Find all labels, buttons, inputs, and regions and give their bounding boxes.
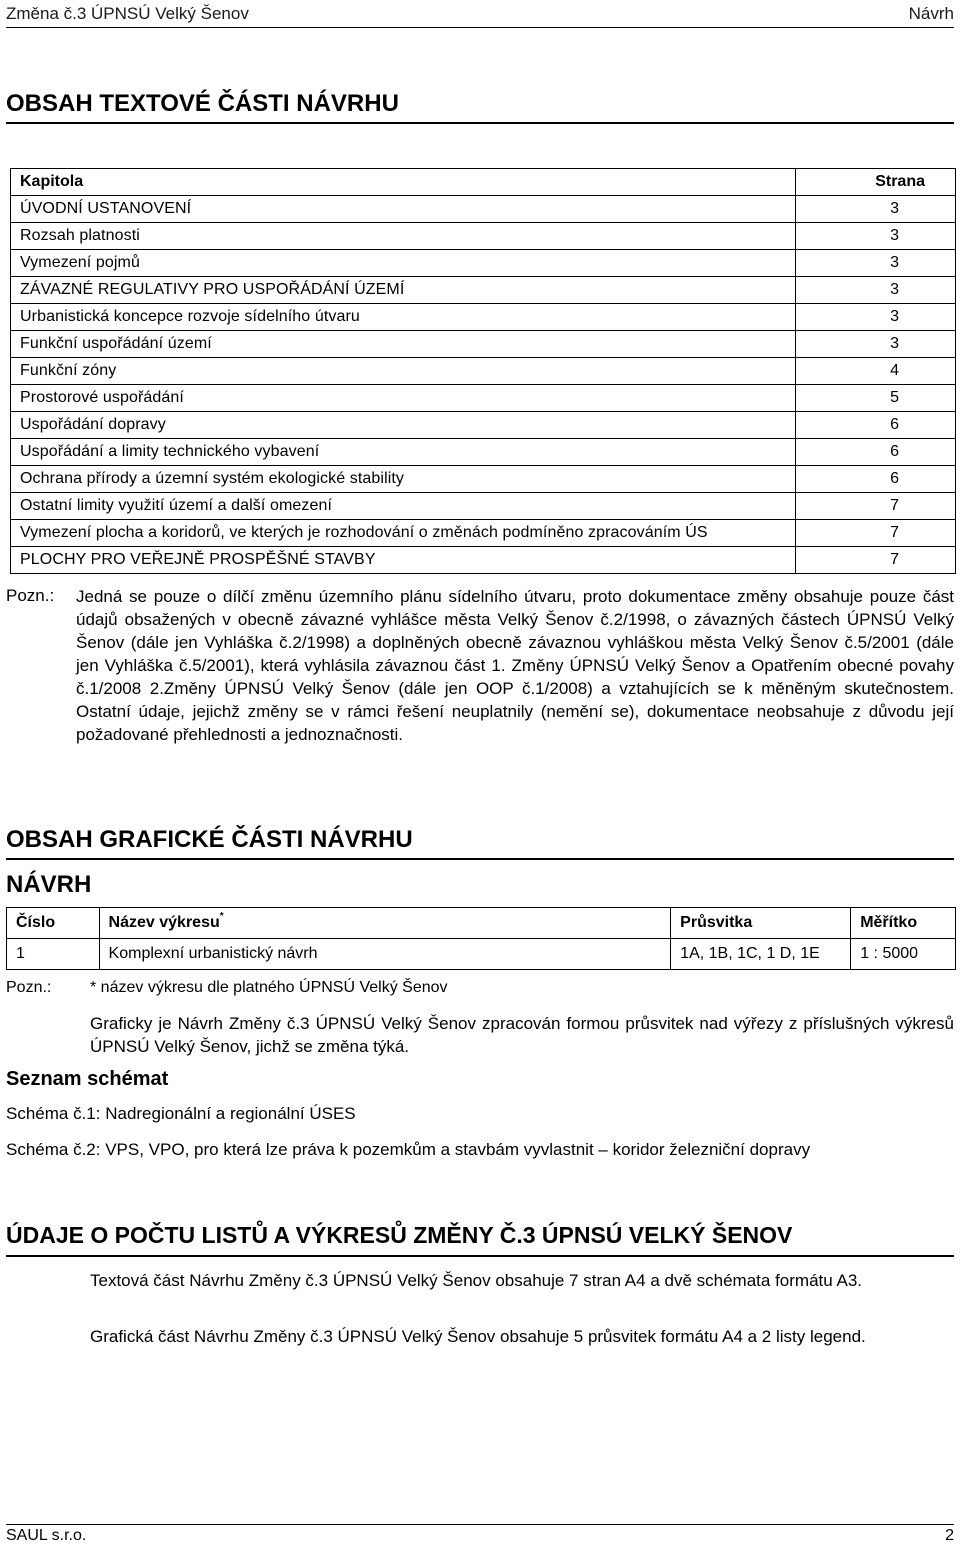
toc-page-number: 7 [796, 493, 956, 520]
drawings-header-name [99, 908, 671, 939]
schemes-title: Seznam schémat [6, 1068, 169, 1090]
toc-page-number: 3 [796, 331, 956, 358]
toc-page-number: 4 [796, 358, 956, 385]
table-row [7, 939, 956, 970]
scheme-item-1: Schéma č.1: Nadregionální a regionální ÚSES [6, 1104, 356, 1123]
toc-page-number: 3 [796, 250, 956, 277]
text-section-rule [6, 122, 954, 124]
table-row [11, 304, 956, 331]
graphic-note-text: Graficky je Návrh Změny č.3 ÚPNSÚ Velký Šenov zpracován formou průsvitek nad výřezy z příslušných výkresů ÚPNSÚ Velký Šenov, jichž se změna týká. [90, 1014, 954, 1056]
toc-header-row [11, 169, 956, 196]
toc-body [11, 196, 956, 574]
table-row [11, 223, 956, 250]
drawing-name: Komplexní urbanistický návrh [99, 939, 671, 970]
header-document-title: Změna č.3 ÚPNSÚ Velký Šenov [6, 4, 249, 23]
sheets-title: ÚDAJE O POČTU LISTŮ A VÝKRESŮ ZMĚNY Č.3 ÚPNSÚ VELKÝ ŠENOV [6, 1222, 793, 1248]
text-section-title: OBSAH TEXTOVÉ ČÁSTI NÁVRHU [6, 90, 399, 117]
toc-page-number: 6 [796, 466, 956, 493]
sheets-paragraph-1: Textová část Návrhu Změny č.3 ÚPNSÚ Velký Šenov obsahuje 7 stran A4 a dvě schémata formátu A3. [90, 1271, 862, 1290]
drawing-number: 1 [7, 939, 100, 970]
table-row [11, 520, 956, 547]
toc-page-number: 3 [796, 277, 956, 304]
toc-header-chapter: Kapitola [11, 169, 796, 196]
toc-table [10, 168, 956, 574]
text-note-label: Pozn.: [6, 586, 55, 605]
drawing-scale: 1 : 5000 [851, 939, 956, 970]
table-row [11, 331, 956, 358]
toc-page-number: 3 [796, 304, 956, 331]
graphic-section-title: OBSAH GRAFICKÉ ČÁSTI NÁVRHU [6, 826, 413, 853]
toc-page-number: 3 [796, 223, 956, 250]
drawings-header-overlay: Průsvitka [671, 908, 851, 939]
table-row [11, 196, 956, 223]
header-divider [6, 27, 954, 28]
footer-page-number: 2 [945, 1527, 954, 1544]
graphic-section-subtitle: NÁVRH [6, 871, 92, 898]
table-row [11, 466, 956, 493]
toc-header-page: Strana [796, 169, 956, 196]
drawings-header-scale: Měřítko [851, 908, 956, 939]
footer-divider [6, 1524, 954, 1525]
table-row [11, 547, 956, 574]
drawings-header-footnote-mark: * [219, 911, 224, 922]
toc-page-number: 6 [796, 412, 956, 439]
toc-chapter-name: ZÁVAZNÉ REGULATIVY PRO USPOŘÁDÁNÍ ÚZEMÍ [11, 277, 796, 304]
toc-chapter-name: Uspořádání a limity technického vybavení [11, 439, 796, 466]
toc-chapter-name: Ochrana přírody a územní systém ekologické stability [11, 466, 796, 493]
toc-chapter-name: Prostorové uspořádání [11, 385, 796, 412]
graphic-section-rule [6, 858, 954, 860]
toc-chapter-name: Ostatní limity využití území a další omezení [11, 493, 796, 520]
drawings-table [6, 907, 956, 970]
table-row [11, 277, 956, 304]
toc-page-number: 7 [796, 520, 956, 547]
toc-chapter-name: PLOCHY PRO VEŘEJNĚ PROSPĚŠNÉ STAVBY [11, 547, 796, 574]
toc-chapter-name: Uspořádání dopravy [11, 412, 796, 439]
graphic-note-label: Pozn.: [6, 979, 52, 996]
toc-chapter-name: Funkční uspořádání území [11, 331, 796, 358]
table-row [11, 385, 956, 412]
scheme-item-2: Schéma č.2: VPS, VPO, pro která lze práva k pozemkům a stavbám vyvlastnit – koridor železniční dopravy [6, 1140, 811, 1159]
toc-page-number: 7 [796, 547, 956, 574]
table-row [11, 412, 956, 439]
toc-chapter-name: ÚVODNÍ USTANOVENÍ [11, 196, 796, 223]
toc-page-number: 5 [796, 385, 956, 412]
toc-page-number: 6 [796, 439, 956, 466]
graphic-note-footnote: * název výkresu dle platného ÚPNSÚ Velký Šenov [90, 979, 448, 996]
drawing-overlay: 1A, 1B, 1C, 1 D, 1E [671, 939, 851, 970]
toc-chapter-name: Rozsah platnosti [11, 223, 796, 250]
table-row [11, 358, 956, 385]
toc-page-number: 3 [796, 196, 956, 223]
drawings-header-row [7, 908, 956, 939]
table-row [11, 439, 956, 466]
table-row [11, 250, 956, 277]
sheets-rule [6, 1255, 954, 1257]
drawings-header-name-text: Název výkresu [108, 914, 220, 931]
text-note: Jedná se pouze o dílčí změnu územního plánu sídelního útvaru, proto dokumentace změny obsahuje pouze část údajů obsažených v obecně závazné vyhlášce města Velký Šenov č.2/1998, o závazných částech ÚPNSÚ Velký Šenov (dále jen Vyhláška č.2/1998) a doplněných obecně závaznou vyhláškou města Velký Šenov č.5/2001 (dále jen Vyhláška č.5/2001), která vyhlásila závaznou část 1. Změny ÚPNSÚ Velký Šenov a Opatřením obecné povahy č.1/2008 2.Změny ÚPNSÚ Velký Šenov (dále jen OOP č.1/2008) a vztahujících se k měněným skutečnostem. Ostatní údaje, jejichž změny se v rámci řešení neuplatnily (nemění se), dokumentace neobsahuje z důvodu její požadované přehlednosti a jednoznačnosti. [76, 587, 954, 744]
footer-company: SAUL s.r.o. [6, 1527, 87, 1544]
sheets-paragraph-2: Grafická část Návrhu Změny č.3 ÚPNSÚ Velký Šenov obsahuje 5 průsvitek formátu A4 a 2 listy legend. [90, 1327, 866, 1346]
toc-chapter-name: Vymezení plocha a koridorů, ve kterých je rozhodování o změnách podmíněno zpracováním ÚS [11, 520, 796, 547]
toc-chapter-name: Urbanistická koncepce rozvoje sídelního útvaru [11, 304, 796, 331]
header-section: Návrh [908, 4, 954, 23]
drawings-header-number: Číslo [7, 908, 100, 939]
toc-chapter-name: Funkční zóny [11, 358, 796, 385]
table-row [11, 493, 956, 520]
toc-chapter-name: Vymezení pojmů [11, 250, 796, 277]
